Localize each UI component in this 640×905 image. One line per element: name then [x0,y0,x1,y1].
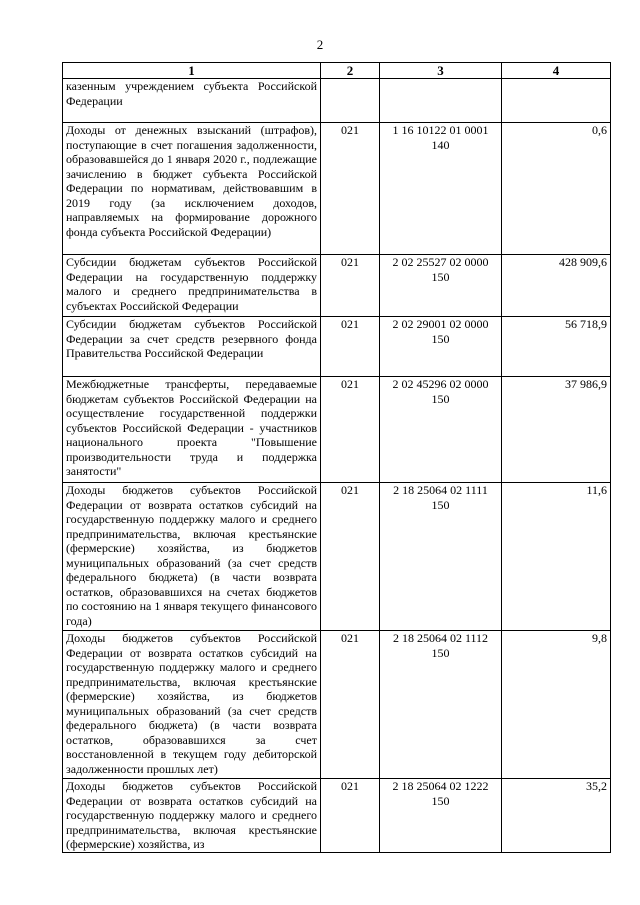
row-sum: 11,6 [502,483,611,631]
row-sum: 0,6 [502,123,611,255]
row-budget-code: 2 02 29001 02 0000 150 [380,317,502,377]
row-budget-code: 2 18 25064 02 1111 150 [380,483,502,631]
row-description: Межбюджетные трансферты, передаваемые бюджетам субъектов Российской Федерации на осуществление государственной поддержки субъектов Российской Федерации - участников национального проекта "Повышение производительности труда и поддержка занятости" [63,377,321,483]
row-description: Субсидии бюджетам субъектов Российской Федерации за счет средств резервного фонда Правительства Российской Федерации [63,317,321,377]
row-admin-code: 021 [321,779,380,853]
row-budget-code: 2 18 25064 02 1222 150 [380,779,502,853]
row-budget-code: 2 02 45296 02 0000 150 [380,377,502,483]
row-admin-code [321,79,380,123]
table-header-row [63,63,611,79]
row-sum: 37 986,9 [502,377,611,483]
header-col-2: 2 [321,63,380,79]
row-admin-code: 021 [321,631,380,779]
table-row [63,631,611,779]
row-description: Доходы бюджетов субъектов Российской Федерации от возврата остатков субсидий на государственную поддержку малого и среднего предпринимательства, включая крестьянские (фермерские) хозяйства, из бюджетов муниципальных образований (за счет средств федерального бюджета) (в части возврата остатков, образовавшихся на счетах бюджетов по состоянию на 1 января текущего финансового года) [63,483,321,631]
row-description: Доходы от денежных взысканий (штрафов), поступающие в счет погашения задолженности, образовавшейся до 1 января 2020 г., подлежащие зачислению в бюджет субъекта Российской Федерации по нормативам, действовавшим в 2019 году (за исключением доходов, направляемых на формирование дорожного фонда субъекта Российской Федерации) [63,123,321,255]
row-description: Доходы бюджетов субъектов Российской Федерации от возврата остатков субсидий на государственную поддержку малого и среднего предпринимательства, включая крестьянские (фермерские) хозяйства, из [63,779,321,853]
row-admin-code: 021 [321,255,380,317]
page-number: 2 [316,37,324,52]
header-col-1: 1 [63,63,321,79]
row-admin-code: 021 [321,317,380,377]
row-description: казенным учреждением субъекта Российской Федерации [63,79,321,123]
row-budget-code [380,79,502,123]
table-row [63,483,611,631]
revenue-table [62,62,611,853]
table-row [63,779,611,853]
row-budget-code: 1 16 10122 01 0001 140 [380,123,502,255]
row-description: Субсидии бюджетам субъектов Российской Федерации на государственную поддержку малого и среднего предпринимательства в субъектах Российской Федерации [63,255,321,317]
row-sum: 35,2 [502,779,611,853]
row-description: Доходы бюджетов субъектов Российской Федерации от возврата остатков субсидий на государственную поддержку малого и среднего предпринимательства, включая крестьянские (фермерские) хозяйства, из бюджетов муниципальных образований (за счет средств федерального бюджета) (в части возврата остатков, образовавшихся за счет восстановленной в текущем году дебиторской задолженности прошлых лет) [63,631,321,779]
row-admin-code: 021 [321,483,380,631]
row-sum: 9,8 [502,631,611,779]
row-sum: 428 909,6 [502,255,611,317]
row-admin-code: 021 [321,123,380,255]
table-row [63,317,611,377]
header-col-3: 3 [380,63,502,79]
row-budget-code: 2 18 25064 02 1112 150 [380,631,502,779]
table-row [63,123,611,255]
table-row [63,79,611,123]
row-admin-code: 021 [321,377,380,483]
row-sum: 56 718,9 [502,317,611,377]
table-row [63,255,611,317]
row-budget-code: 2 02 25527 02 0000 150 [380,255,502,317]
header-col-4: 4 [502,63,611,79]
row-sum [502,79,611,123]
table-row [63,377,611,483]
